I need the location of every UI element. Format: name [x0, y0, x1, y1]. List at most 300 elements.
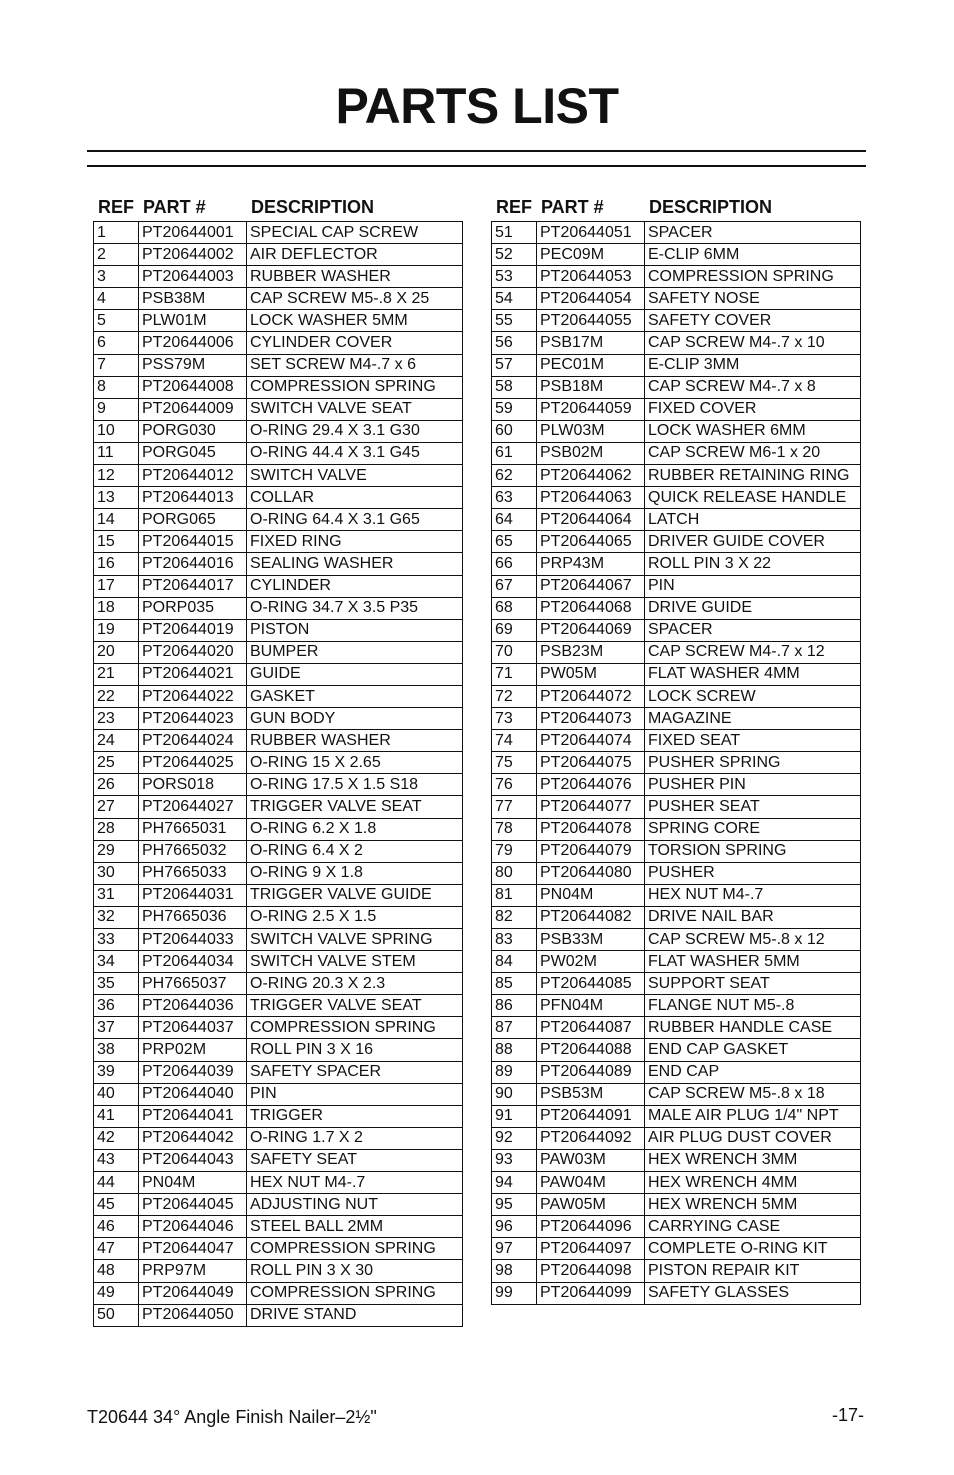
description-cell: HEX NUT M4-.7 — [645, 884, 861, 906]
ref-cell: 50 — [94, 1304, 139, 1326]
table-row — [492, 708, 861, 730]
description-cell: FIXED SEAT — [645, 730, 861, 752]
description-cell: DRIVE GUIDE — [645, 597, 861, 619]
description-cell: ROLL PIN 3 X 16 — [247, 1039, 463, 1061]
description-cell: COLLAR — [247, 487, 463, 509]
ref-cell: 12 — [94, 465, 139, 487]
ref-cell: 98 — [492, 1260, 537, 1282]
part-number-cell: PT20644099 — [537, 1282, 645, 1304]
table-row — [492, 752, 861, 774]
table-row — [492, 663, 861, 685]
table-row — [94, 685, 463, 707]
description-cell: O-RING 17.5 X 1.5 S18 — [247, 774, 463, 796]
part-number-cell: PT20644092 — [537, 1127, 645, 1149]
table-row — [492, 973, 861, 995]
table-row — [492, 1105, 861, 1127]
ref-cell: 17 — [94, 575, 139, 597]
ref-cell: 34 — [94, 951, 139, 973]
part-number-cell: PT20644012 — [139, 465, 247, 487]
table-row — [94, 906, 463, 928]
description-cell: O-RING 34.7 X 3.5 P35 — [247, 597, 463, 619]
ref-cell: 5 — [94, 310, 139, 332]
part-number-cell: PT20644087 — [537, 1017, 645, 1039]
description-cell: TRIGGER — [247, 1105, 463, 1127]
part-number-cell: PN04M — [139, 1172, 247, 1194]
ref-header: REF — [98, 197, 134, 217]
part-number-cell: PAW05M — [537, 1194, 645, 1216]
table-row — [492, 487, 861, 509]
description-cell: O-RING 1.7 X 2 — [247, 1127, 463, 1149]
description-cell: RUBBER WASHER — [247, 266, 463, 288]
description-cell: COMPRESSION SPRING — [645, 266, 861, 288]
ref-cell: 91 — [492, 1105, 537, 1127]
part-number-cell: PT20644003 — [139, 266, 247, 288]
description-cell: CAP SCREW M6-1 x 20 — [645, 442, 861, 464]
table-row — [94, 730, 463, 752]
description-cell: TORSION SPRING — [645, 840, 861, 862]
description-cell: O-RING 2.5 X 1.5 — [247, 906, 463, 928]
part-number-cell: PT20644076 — [537, 774, 645, 796]
part-number-cell: PT20644085 — [537, 973, 645, 995]
description-cell: PUSHER — [645, 862, 861, 884]
part-number-cell: PSB53M — [537, 1083, 645, 1105]
ref-cell: 42 — [94, 1127, 139, 1149]
part-number-cell: PT20644046 — [139, 1216, 247, 1238]
ref-cell: 90 — [492, 1083, 537, 1105]
table-row — [492, 1149, 861, 1171]
ref-cell: 13 — [94, 487, 139, 509]
ref-cell: 9 — [94, 398, 139, 420]
part-number-cell: PT20644089 — [537, 1061, 645, 1083]
table-row — [94, 1083, 463, 1105]
part-number-cell: PW05M — [537, 663, 645, 685]
table-row — [94, 310, 463, 332]
ref-cell: 67 — [492, 575, 537, 597]
table-row — [492, 531, 861, 553]
part-number-cell: PSS79M — [139, 354, 247, 376]
ref-cell: 31 — [94, 884, 139, 906]
description-cell: O-RING 44.4 X 3.1 G45 — [247, 442, 463, 464]
table-row — [492, 929, 861, 951]
ref-cell: 79 — [492, 840, 537, 862]
description-cell: SAFETY NOSE — [645, 288, 861, 310]
ref-cell: 93 — [492, 1149, 537, 1171]
ref-cell: 55 — [492, 310, 537, 332]
part-number-cell: PT20644022 — [139, 685, 247, 707]
description-cell: BUMPER — [247, 641, 463, 663]
description-cell: DRIVE NAIL BAR — [645, 906, 861, 928]
part-header: PART # — [143, 197, 206, 217]
ref-cell: 6 — [94, 332, 139, 354]
part-number-cell: PH7665031 — [139, 818, 247, 840]
table-row — [94, 1194, 463, 1216]
description-cell: HEX WRENCH 4MM — [645, 1172, 861, 1194]
table-row — [94, 1017, 463, 1039]
footer-product-name: T20644 34° Angle Finish Nailer–2½" — [87, 1407, 377, 1427]
ref-cell: 28 — [94, 818, 139, 840]
ref-cell: 4 — [94, 288, 139, 310]
description-cell: E-CLIP 6MM — [645, 244, 861, 266]
description-cell: TRIGGER VALVE SEAT — [247, 796, 463, 818]
part-number-cell: PORG030 — [139, 420, 247, 442]
description-cell: GASKET — [247, 685, 463, 707]
part-number-cell: PT20644042 — [139, 1127, 247, 1149]
table-row — [492, 376, 861, 398]
description-cell: COMPRESSION SPRING — [247, 1238, 463, 1260]
table-row — [94, 708, 463, 730]
part-number-cell: PT20644037 — [139, 1017, 247, 1039]
description-cell: DRIVER GUIDE COVER — [645, 531, 861, 553]
part-number-cell: PORP035 — [139, 597, 247, 619]
part-number-cell: PT20644096 — [537, 1216, 645, 1238]
description-cell: CAP SCREW M4-.7 x 12 — [645, 641, 861, 663]
ref-cell: 85 — [492, 973, 537, 995]
part-number-cell: PT20644045 — [139, 1194, 247, 1216]
ref-cell: 11 — [94, 442, 139, 464]
table-row — [94, 244, 463, 266]
part-number-cell: PT20644068 — [537, 597, 645, 619]
ref-cell: 3 — [94, 266, 139, 288]
ref-cell: 2 — [94, 244, 139, 266]
part-number-cell: PT20644020 — [139, 641, 247, 663]
description-cell: CYLINDER — [247, 575, 463, 597]
part-number-cell: PH7665037 — [139, 973, 247, 995]
table-row — [492, 818, 861, 840]
ref-cell: 26 — [94, 774, 139, 796]
ref-cell: 96 — [492, 1216, 537, 1238]
description-cell: RUBBER RETAINING RING — [645, 465, 861, 487]
ref-cell: 18 — [94, 597, 139, 619]
ref-cell: 29 — [94, 840, 139, 862]
table-row — [94, 398, 463, 420]
ref-cell: 24 — [94, 730, 139, 752]
description-cell: SWITCH VALVE STEM — [247, 951, 463, 973]
ref-cell: 52 — [492, 244, 537, 266]
ref-cell: 64 — [492, 509, 537, 531]
description-cell: ROLL PIN 3 X 22 — [645, 553, 861, 575]
table-row — [94, 796, 463, 818]
table-row — [492, 685, 861, 707]
table-row — [94, 951, 463, 973]
table-row — [94, 1216, 463, 1238]
part-number-cell: PT20644008 — [139, 376, 247, 398]
description-cell: PUSHER SEAT — [645, 796, 861, 818]
description-cell: LATCH — [645, 509, 861, 531]
table-row — [492, 575, 861, 597]
description-cell: O-RING 29.4 X 3.1 G30 — [247, 420, 463, 442]
table-row — [94, 1061, 463, 1083]
ref-cell: 97 — [492, 1238, 537, 1260]
table-row — [94, 884, 463, 906]
description-cell: HEX WRENCH 3MM — [645, 1149, 861, 1171]
description-cell: O-RING 64.4 X 3.1 G65 — [247, 509, 463, 531]
part-number-cell: PFN04M — [537, 995, 645, 1017]
description-cell: ADJUSTING NUT — [247, 1194, 463, 1216]
part-number-cell: PT20644036 — [139, 995, 247, 1017]
part-number-cell: PT20644023 — [139, 708, 247, 730]
ref-cell: 49 — [94, 1282, 139, 1304]
table-row — [94, 553, 463, 575]
part-number-cell: PLW01M — [139, 310, 247, 332]
part-number-cell: PT20644091 — [537, 1105, 645, 1127]
description-cell: AIR DEFLECTOR — [247, 244, 463, 266]
table-row — [492, 288, 861, 310]
description-cell: SWITCH VALVE — [247, 465, 463, 487]
part-number-cell: PH7665033 — [139, 862, 247, 884]
description-cell: SET SCREW M4-.7 x 6 — [247, 354, 463, 376]
part-number-cell: PT20644041 — [139, 1105, 247, 1127]
ref-cell: 40 — [94, 1083, 139, 1105]
table-row — [492, 884, 861, 906]
table-row — [492, 597, 861, 619]
table-row — [492, 1172, 861, 1194]
part-number-cell: PT20644055 — [537, 310, 645, 332]
ref-cell: 14 — [94, 509, 139, 531]
part-number-cell: PT20644078 — [537, 818, 645, 840]
table-row — [492, 1194, 861, 1216]
part-number-cell: PT20644025 — [139, 752, 247, 774]
table-row — [94, 332, 463, 354]
description-cell: O-RING 9 X 1.8 — [247, 862, 463, 884]
part-number-cell: PT20644021 — [139, 663, 247, 685]
table-row — [94, 840, 463, 862]
description-cell: LOCK WASHER 6MM — [645, 420, 861, 442]
part-number-cell: PT20644006 — [139, 332, 247, 354]
ref-cell: 87 — [492, 1017, 537, 1039]
ref-cell: 53 — [492, 266, 537, 288]
ref-cell: 70 — [492, 641, 537, 663]
description-cell: CARRYING CASE — [645, 1216, 861, 1238]
ref-cell: 60 — [492, 420, 537, 442]
description-cell: FIXED COVER — [645, 398, 861, 420]
ref-cell: 81 — [492, 884, 537, 906]
description-cell: SAFETY SPACER — [247, 1061, 463, 1083]
ref-cell: 86 — [492, 995, 537, 1017]
part-number-cell: PSB38M — [139, 288, 247, 310]
description-cell: LOCK WASHER 5MM — [247, 310, 463, 332]
table-row — [492, 1039, 861, 1061]
ref-cell: 88 — [492, 1039, 537, 1061]
table-row — [94, 1127, 463, 1149]
part-number-cell: PT20644040 — [139, 1083, 247, 1105]
description-cell: FIXED RING — [247, 531, 463, 553]
description-cell: CAP SCREW M5-.8 x 18 — [645, 1083, 861, 1105]
part-number-cell: PORG065 — [139, 509, 247, 531]
part-number-cell: PH7665036 — [139, 906, 247, 928]
part-number-cell: PSB17M — [537, 332, 645, 354]
description-cell: SPACER — [645, 222, 861, 244]
ref-cell: 83 — [492, 929, 537, 951]
part-number-cell: PT20644047 — [139, 1238, 247, 1260]
part-number-cell: PT20644054 — [537, 288, 645, 310]
description-cell: GUIDE — [247, 663, 463, 685]
description-cell: SUPPORT SEAT — [645, 973, 861, 995]
description-cell: CYLINDER COVER — [247, 332, 463, 354]
description-cell: END CAP — [645, 1061, 861, 1083]
ref-cell: 92 — [492, 1127, 537, 1149]
description-cell: O-RING 15 X 2.65 — [247, 752, 463, 774]
description-cell: STEEL BALL 2MM — [247, 1216, 463, 1238]
ref-cell: 27 — [94, 796, 139, 818]
table-row — [492, 310, 861, 332]
part-number-cell: PT20644024 — [139, 730, 247, 752]
part-number-cell: PT20644027 — [139, 796, 247, 818]
ref-cell: 23 — [94, 708, 139, 730]
part-number-cell: PRP43M — [537, 553, 645, 575]
description-cell: FLAT WASHER 4MM — [645, 663, 861, 685]
ref-cell: 84 — [492, 951, 537, 973]
description-cell: SPRING CORE — [645, 818, 861, 840]
table-row — [492, 796, 861, 818]
table-row — [492, 862, 861, 884]
table-row — [492, 774, 861, 796]
description-cell: CAP SCREW M5-.8 X 25 — [247, 288, 463, 310]
part-number-cell: PT20644065 — [537, 531, 645, 553]
part-number-cell: PT20644034 — [139, 951, 247, 973]
ref-cell: 1 — [94, 222, 139, 244]
ref-cell: 32 — [94, 906, 139, 928]
table-row — [94, 1149, 463, 1171]
ref-cell: 39 — [94, 1061, 139, 1083]
part-number-cell: PT20644074 — [537, 730, 645, 752]
description-cell: SAFETY GLASSES — [645, 1282, 861, 1304]
description-cell: HEX NUT M4-.7 — [247, 1172, 463, 1194]
ref-cell: 94 — [492, 1172, 537, 1194]
table-row — [94, 862, 463, 884]
ref-cell: 74 — [492, 730, 537, 752]
table-row — [94, 1105, 463, 1127]
part-number-cell: PT20644064 — [537, 509, 645, 531]
description-cell: PISTON REPAIR KIT — [645, 1260, 861, 1282]
description-cell: CAP SCREW M5-.8 x 12 — [645, 929, 861, 951]
ref-header: REF — [496, 197, 532, 217]
ref-cell: 35 — [94, 973, 139, 995]
parts-table-left — [93, 221, 463, 1327]
table-row — [94, 597, 463, 619]
ref-cell: 10 — [94, 420, 139, 442]
table-row — [492, 1260, 861, 1282]
table-row — [492, 332, 861, 354]
description-cell: E-CLIP 3MM — [645, 354, 861, 376]
description-header: DESCRIPTION — [649, 197, 773, 217]
table-row — [94, 509, 463, 531]
ref-cell: 95 — [492, 1194, 537, 1216]
part-number-cell: PEC09M — [537, 244, 645, 266]
part-header: PART # — [541, 197, 604, 217]
page-title: PARTS LIST — [335, 78, 619, 134]
description-cell: MALE AIR PLUG 1/4" NPT — [645, 1105, 861, 1127]
description-cell: AIR PLUG DUST COVER — [645, 1127, 861, 1149]
table-row — [94, 465, 463, 487]
ref-cell: 76 — [492, 774, 537, 796]
table-row — [94, 818, 463, 840]
table-row — [492, 244, 861, 266]
table-row — [94, 222, 463, 244]
ref-cell: 33 — [94, 929, 139, 951]
ref-cell: 44 — [94, 1172, 139, 1194]
ref-cell: 75 — [492, 752, 537, 774]
ref-cell: 38 — [94, 1039, 139, 1061]
table-row — [492, 906, 861, 928]
ref-cell: 69 — [492, 619, 537, 641]
table-row — [94, 575, 463, 597]
ref-cell: 65 — [492, 531, 537, 553]
description-cell: CAP SCREW M4-.7 x 10 — [645, 332, 861, 354]
part-number-cell: PEC01M — [537, 354, 645, 376]
ref-cell: 19 — [94, 619, 139, 641]
description-cell: FLAT WASHER 5MM — [645, 951, 861, 973]
description-cell: TRIGGER VALVE SEAT — [247, 995, 463, 1017]
table-row — [94, 752, 463, 774]
part-number-cell: PT20644033 — [139, 929, 247, 951]
ref-cell: 46 — [94, 1216, 139, 1238]
table-row — [492, 1017, 861, 1039]
part-number-cell: PT20644002 — [139, 244, 247, 266]
ref-cell: 99 — [492, 1282, 537, 1304]
description-cell: SWITCH VALVE SEAT — [247, 398, 463, 420]
ref-cell: 54 — [492, 288, 537, 310]
part-number-cell: PT20644009 — [139, 398, 247, 420]
table-row — [94, 641, 463, 663]
right-column-headers — [0, 196, 954, 218]
description-cell: LOCK SCREW — [645, 685, 861, 707]
description-cell: HEX WRENCH 5MM — [645, 1194, 861, 1216]
description-cell: COMPRESSION SPRING — [247, 1017, 463, 1039]
description-cell: ROLL PIN 3 X 30 — [247, 1260, 463, 1282]
description-cell: COMPLETE O-RING KIT — [645, 1238, 861, 1260]
ref-cell: 62 — [492, 465, 537, 487]
part-number-cell: PSB18M — [537, 376, 645, 398]
part-number-cell: PT20644050 — [139, 1304, 247, 1326]
description-cell: TRIGGER VALVE GUIDE — [247, 884, 463, 906]
part-number-cell: PRP02M — [139, 1039, 247, 1061]
part-number-cell: PT20644017 — [139, 575, 247, 597]
part-number-cell: PT20644001 — [139, 222, 247, 244]
table-row — [492, 420, 861, 442]
description-cell: SAFETY COVER — [645, 310, 861, 332]
description-cell: PUSHER SPRING — [645, 752, 861, 774]
table-row — [492, 1127, 861, 1149]
table-row — [492, 509, 861, 531]
table-row — [492, 354, 861, 376]
part-number-cell: PAW04M — [537, 1172, 645, 1194]
table-row — [492, 266, 861, 288]
part-number-cell: PT20644039 — [139, 1061, 247, 1083]
top-rule-upper — [87, 150, 866, 152]
part-number-cell: PORG045 — [139, 442, 247, 464]
part-number-cell: PT20644072 — [537, 685, 645, 707]
table-row — [492, 1216, 861, 1238]
table-row — [492, 398, 861, 420]
part-number-cell: PAW03M — [537, 1149, 645, 1171]
part-number-cell: PT20644051 — [537, 222, 645, 244]
description-cell: DRIVE STAND — [247, 1304, 463, 1326]
table-row — [94, 1039, 463, 1061]
part-number-cell: PT20644059 — [537, 398, 645, 420]
ref-cell: 59 — [492, 398, 537, 420]
ref-cell: 78 — [492, 818, 537, 840]
table-row — [492, 951, 861, 973]
ref-cell: 51 — [492, 222, 537, 244]
ref-cell: 30 — [94, 862, 139, 884]
part-number-cell: PT20644053 — [537, 266, 645, 288]
parts-table-right — [491, 221, 861, 1305]
part-number-cell: PT20644098 — [537, 1260, 645, 1282]
table-row — [94, 442, 463, 464]
table-row — [94, 354, 463, 376]
table-row — [492, 840, 861, 862]
table-row — [94, 531, 463, 553]
